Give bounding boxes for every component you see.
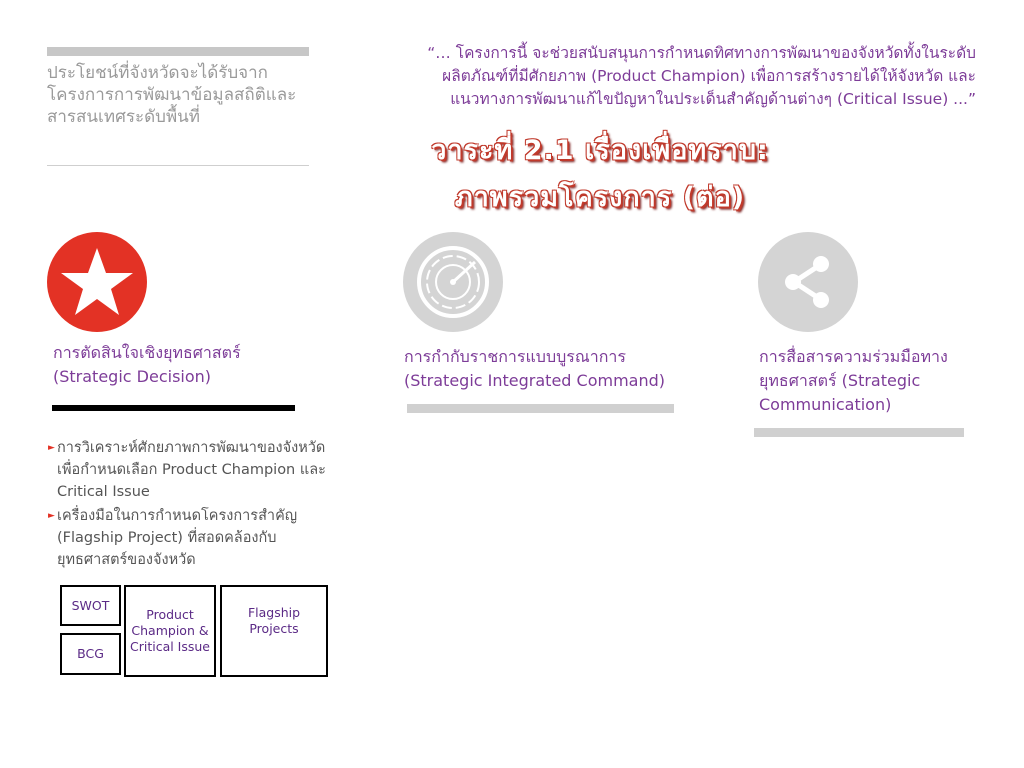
bullet-text: เครื่องมือในการกำหนดโครงการสำคัญ (Flagship Project) ที่สอดคล้องกับยุทธศาสตร์ของจังหวัด	[57, 508, 298, 568]
bullet-arrow-icon: ►	[48, 511, 55, 521]
bullet-list	[48, 437, 328, 573]
bullet-item	[48, 505, 328, 571]
sidebar-accent-bar	[47, 47, 309, 56]
bullet-text: การวิเคราะห์ศักยภาพการพัฒนาของจังหวัด เพื่อกำหนดเลือก Product Champion และ Critical Issue	[57, 440, 326, 500]
pillar-underline-active	[52, 405, 295, 411]
pillar-strategic-integrated-command: การกำกับราชการแบบบูรณาการ (Strategic Integrated Command)	[404, 347, 666, 390]
diagram-box-flagship-projects: Flagship Projects	[220, 585, 328, 677]
diagram-box-bcg: BCG	[60, 633, 121, 675]
bullet-arrow-icon: ►	[48, 443, 55, 453]
project-quote: “… โครงการนี้ จะช่วยสนับสนุนการกำหนดทิศทางการพัฒนาของจังหวัดทั้งในระดับผลิตภัณฑ์ที่มีศักยภาพ (Product Champion) เพื่อการสร้างรายได้ให้จังหวัด และแนวทางการพัฒนาแก้ไขปัญหาในประเด็นสำคัญด้านต่างๆ (Critical Issue) ...”	[427, 44, 976, 108]
sidebar-divider	[47, 165, 309, 166]
slide-title-line-2: ภาพรวมโครงการ (ต่อ)	[454, 182, 746, 213]
bullet-item	[48, 437, 328, 503]
radar-icon	[403, 232, 503, 332]
diagram-box-product-champion: Product Champion & Critical Issue	[124, 585, 216, 677]
pillar-underline	[407, 404, 674, 413]
sidebar-benefit-text: ประโยชน์ที่จังหวัดจะได้รับจากโครงการการพัฒนาข้อมูลสถิติและสารสนเทศระดับพื้นที่	[47, 63, 297, 127]
diagram-box-swot: SWOT	[60, 585, 121, 626]
share-icon	[758, 232, 858, 332]
pillar-strategic-decision: การตัดสินใจเชิงยุทธศาสตร์ (Strategic Decision)	[53, 343, 241, 386]
pillar-strategic-communication: การสื่อสารความร่วมมือทางยุทธศาสตร์ (Strategic Communication)	[759, 347, 948, 414]
pillar-underline	[754, 428, 964, 437]
slide-title-line-1: วาระที่ 2.1 เรื่องเพื่อทราบ:	[431, 135, 769, 166]
star-icon	[47, 232, 147, 332]
